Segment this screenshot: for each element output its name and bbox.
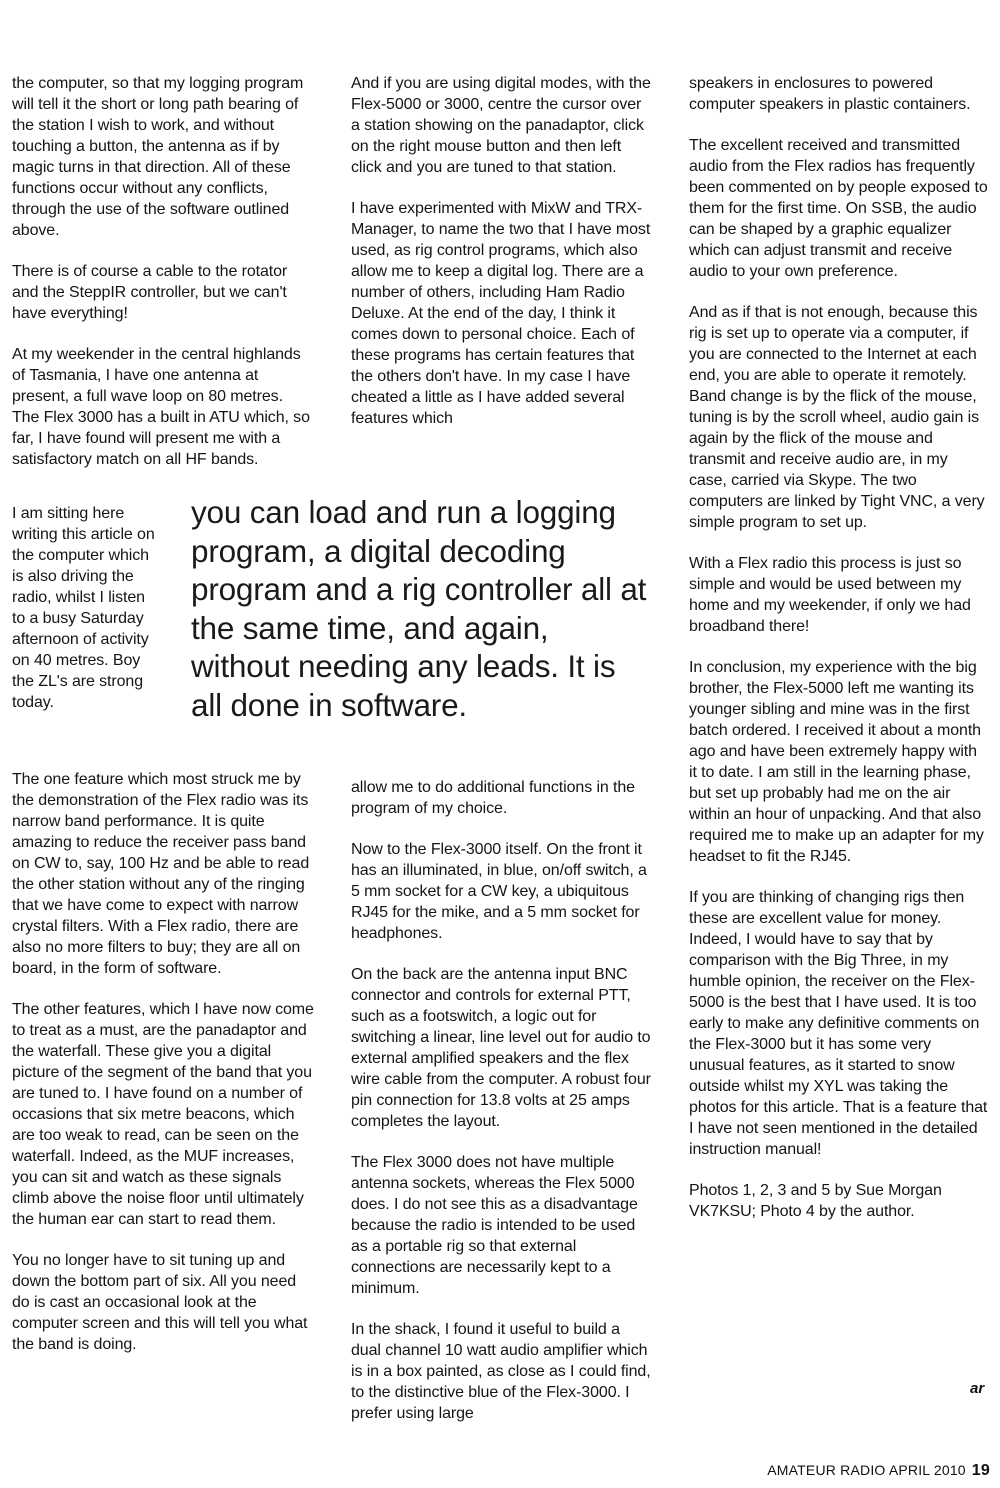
column-2-top <box>351 73 651 429</box>
paragraph: There is of course a cable to the rotator and the SteppIR controller, but we can't have everything! <box>12 263 288 322</box>
article-end-mark: ar <box>970 1380 985 1397</box>
paragraph: And as if that is not enough, because this rig is set up to operate via a computer, if you are connected to the Internet at each end, you are able to operate it remotely. Band change is by the flick of the mouse, tuning is by the scroll wheel, audio gain is again by the flick of the mouse and transmit and receive audio are, in my case, carried via Skype. The two computers are linked by Tight VNC, a very simple program to set up. <box>689 304 985 531</box>
publication-name: AMATEUR RADIO APRIL 2010 <box>767 1462 966 1478</box>
paragraph: The Flex 3000 does not have multiple antenna sockets, whereas the Flex 5000 does. I do not see this as a disadvantage because the radio is intended to be used as a portable rig so that external connections are necessarily kept to a minimum. <box>351 1154 638 1297</box>
paragraph: I have experimented with MixW and TRX-Manager, to name the two that I have most used, as rig control programs, which also allow me to keep a digital log. There are a number of others, including Ham Radio Deluxe. At the end of the day, I think it comes down to personal choice. Each of these programs has certain features that the others don't have. In my case I have cheated a little as I have added several features which <box>351 200 651 427</box>
paragraph: speakers in enclosures to powered computer speakers in plastic containers. <box>689 75 971 113</box>
paragraph: Now to the Flex-3000 itself. On the front it has an illuminated, in blue, on/off switch, a 5 mm socket for a CW key, a ubiquitous RJ45 for the mike, and a 5 mm socket for headphones. <box>351 841 647 942</box>
pull-quote: you can load and run a logging program, a digital decoding program and a rig controller all at the same time, and again, without needing any leads. It is all done in software. <box>191 494 647 723</box>
paragraph: The excellent received and transmitted audio from the Flex radios has frequently been commented on by people exposed to them for the first time. On SSB, the audio can be shaped by a graphic equalizer which can adjust transmit and receive audio to your own preference. <box>689 137 988 280</box>
paragraph: And if you are using digital modes, with the Flex-5000 or 3000, centre the cursor over a station showing on the panadaptor, click on the right mouse button and then left click and you are tuned to that station. <box>351 75 651 176</box>
paragraph: You no longer have to sit tuning up and down the bottom part of six. All you need do is cast an occasional look at the computer screen and this will tell you what the band is doing. <box>12 1252 308 1353</box>
page-number: 19 <box>971 1462 990 1479</box>
page-footer <box>767 1462 990 1480</box>
column-1-top <box>12 73 317 470</box>
column-2-bottom <box>351 777 651 1424</box>
paragraph: On the back are the antenna input BNC connector and controls for external PTT, such as a footswitch, a logic out for switching a linear, line level out for audio to external amplified speakers and the flex wire cable from the computer. A robust four pin connection for 13.8 volts at 25 amps completes the layout. <box>351 966 651 1130</box>
column-1-narrow <box>12 503 160 713</box>
photo-credits: Photos 1, 2, 3 and 5 by Sue Morgan VK7KSU; Photo 4 by the author. <box>689 1182 942 1220</box>
paragraph: The other features, which I have now come to treat as a must, are the panadaptor and the waterfall. These give you a digital picture of the segment of the band that you are tuned to. I have found on a number of occasions that six metre beacons, which are too weak to read, can be seen on the waterfall. Indeed, as the MUF increases, you can sit and watch as these signals climb above the noise floor until ultimately the human ear can start to read them. <box>12 1001 314 1228</box>
paragraph: the computer, so that my logging program will tell it the short or long path bearing of the station I wish to work, and without touching a button, the antenna as if by magic turns in that direction. All of these functions occur without any conflicts, through the use of the software outlined above. <box>12 75 304 239</box>
paragraph: At my weekender in the central highlands of Tasmania, I have one antenna at present, a full wave loop on 80 metres. The Flex 3000 has a built in ATU which, so far, I have found will present me with a satisfactory match on all HF bands. <box>12 346 310 468</box>
column-1-bottom <box>12 769 317 1355</box>
paragraph: In the shack, I found it useful to build a dual channel 10 watt audio amplifier which is in a box painted, as close as I could find, to the distinctive blue of the Flex-3000. I prefer using large <box>351 1321 651 1422</box>
paragraph: The one feature which most struck me by the demonstration of the Flex radio was its narrow band performance. It is quite amazing to reduce the receiver pass band on CW to, say, 100 Hz and be able to read the other station without any of the ringing that we have come to expect with narrow crystal filters. With a Flex radio, there are also no more filters to buy; they are all on board, in the form of software. <box>12 771 310 977</box>
paragraph: I am sitting here writing this article on the computer which is also driving the radio, whilst I listen to a busy Saturday afternoon of activity on 40 metres. Boy the ZL's are strong today. <box>12 505 155 711</box>
column-3 <box>689 73 989 1222</box>
paragraph: With a Flex radio this process is just so simple and would be used between my home and my weekender, if only we had broadband there! <box>689 555 971 635</box>
paragraph: If you are thinking of changing rigs then these are excellent value for money. Indeed, I would have to say that by comparison with the Big Three, in my humble opinion, the receiver on the Flex-5000 is the best that I have used. It is too early to make any definitive comments on the Flex-3000 but it has some very unusual features, as it started to snow outside whilst my XYL was taking the photos for this article. That is a feature that I have not seen mentioned in the detailed instruction manual! <box>689 889 988 1158</box>
paragraph: In conclusion, my experience with the big brother, the Flex-5000 left me wanting its younger sibling and mine was in the first batch ordered. I received it about a month ago and have been extremely happy with it to date. I am still in the learning phase, but set up probably had me on the air within an hour of unpacking. And that also required me to make up an adapter for my headset to fit the RJ45. <box>689 659 984 865</box>
paragraph: allow me to do additional functions in the program of my choice. <box>351 779 635 817</box>
